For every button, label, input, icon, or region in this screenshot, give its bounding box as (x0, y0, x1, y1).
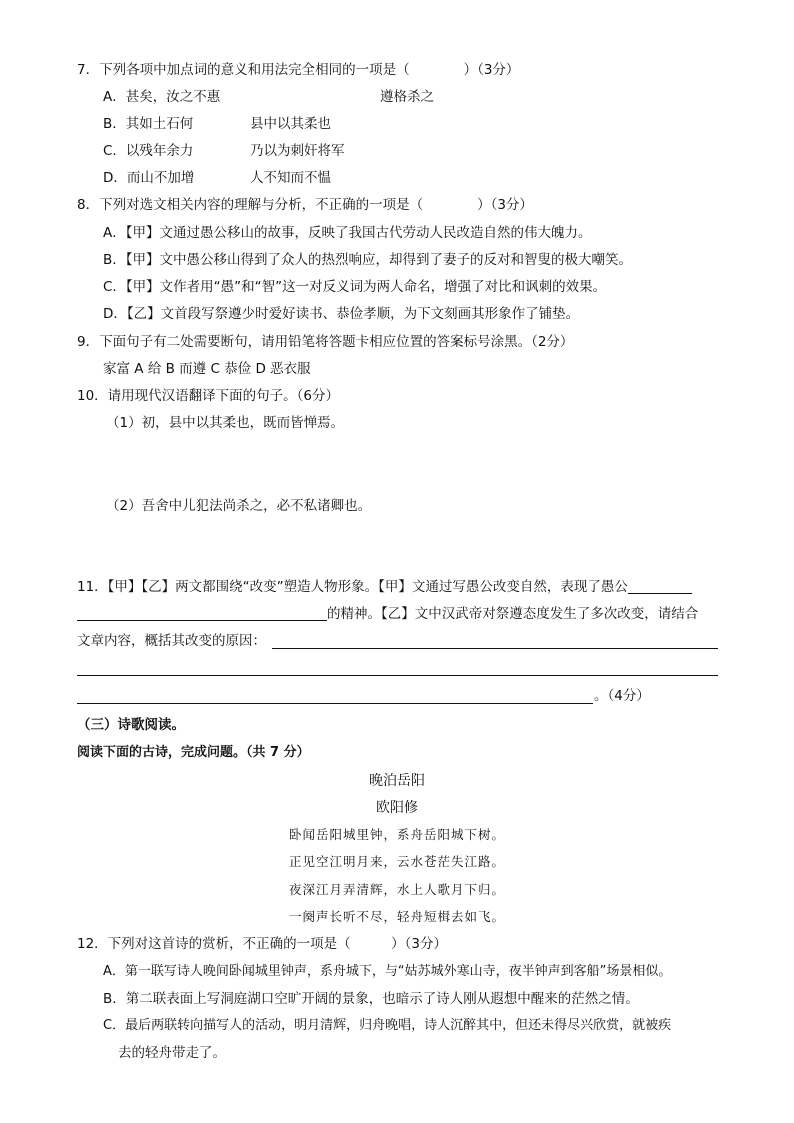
poem-line-3: 夜深江月弄清辉，水上人歌月下归。 (288, 882, 505, 897)
poem-line-2: 正见空江明月来，云水苍茫失江路。 (288, 854, 505, 869)
q11-part1: 11．【甲】【乙】两文都围绕“改变”塑造人物形象。【甲】文通过写愚公改变自然，表现了愚公 (77, 579, 628, 595)
section3-title: （三）诗歌阅读。 (77, 717, 185, 733)
q11-line-2 (77, 605, 698, 623)
q11-blank-1-cont[interactable] (77, 606, 327, 621)
q7-option-a (103, 88, 434, 106)
q11-line-1 (77, 578, 692, 596)
q9-sentence: 家富 A 给 B 而遵 C 恭俭 D 恶衣服 (103, 361, 311, 377)
q7-option-b (103, 115, 331, 133)
q12-option-c: C．最后两联转向描写人的活动，明月清辉，归舟晚唱，诗人沉醉其中，但还未得尽兴欣赏，就被疾 (103, 1018, 672, 1033)
q11-end: 。（4分） (594, 688, 650, 704)
poem-title: 晚泊岳阳 (369, 773, 425, 789)
q7-option-b-right: 县中以其柔也 (250, 116, 331, 132)
q10-sentence-1: （1）初，县中以其柔也，既而皆惮焉。 (106, 415, 345, 431)
q8-option-d: D．【乙】文首段写祭遵少时爱好读书、恭俭孝顺，为下文刻画其形象作了铺垫。 (103, 306, 580, 322)
q9-stem: 9．下面句子有二处需要断句，请用铅笔将答题卡相应位置的答案标号涂黑。（2分） (77, 334, 574, 350)
q11-line-3 (77, 632, 266, 650)
section3-instruction: 阅读下面的古诗，完成问题。（共 7 分） (77, 745, 310, 760)
q11-answer-line-2[interactable] (77, 675, 718, 676)
q7-option-a-left: A．甚矣，汝之不惠 (103, 89, 221, 105)
q7-option-c-right: 乃以为刺奸将军 (250, 143, 345, 159)
q8-option-c: C．【甲】文作者用“愚”和“智”这一对反义词为两人命名，增强了对比和讽刺的效果。 (103, 279, 607, 295)
q7-option-a-right: 遵格杀之 (380, 89, 434, 105)
q7-option-d-left: D．而山不加增 (103, 170, 195, 186)
q11-part3: 文章内容，概括其改变的原因： (77, 633, 266, 649)
q8-option-b: B．【甲】文中愚公移山得到了众人的热烈响应，却得到了妻子的反对和智叟的极大嘲笑。 (103, 252, 633, 268)
poem-line-4: 一阕声长听不尽，轻舟短楫去如飞。 (288, 909, 505, 924)
q11-answer-line-1[interactable] (272, 648, 718, 649)
q11-part2: 的精神。【乙】文中汉武帝对祭遵态度发生了多次改变，请结合 (327, 606, 699, 622)
q7-stem: 7．下列各项中加点词的意义和用法完全相同的一项是（ ）（3分） (77, 62, 520, 78)
q11-answer-line-3[interactable] (77, 703, 593, 704)
poem-author: 欧阳修 (376, 800, 418, 816)
q7-option-c (103, 142, 345, 160)
q12-option-b: B．第二联表面上写洞庭湖口空旷开阔的景象，也暗示了诗人刚从遐想中醒来的茫然之情。 (103, 991, 639, 1007)
q12-stem: 12．下列对这首诗的赏析，不正确的一项是（ ）（3分） (77, 936, 448, 952)
q10-stem: 10．请用现代汉语翻译下面的句子。（6分） (77, 388, 340, 404)
q11-blank-1[interactable] (628, 579, 692, 594)
q7-option-c-left: C．以残年余力 (103, 143, 194, 159)
q7-option-d-right: 人不知而不愠 (250, 170, 331, 186)
poem-line-1: 卧闻岳阳城里钟，系舟岳阳城下树。 (288, 827, 505, 842)
q7-option-b-left: B．其如土石何 (103, 116, 194, 132)
q7-option-d (103, 169, 331, 187)
q8-option-a: A．【甲】文通过愚公移山的故事，反映了我国古代劳动人民改造自然的伟大魄力。 (103, 225, 592, 241)
q10-sentence-2: （2）吾舍中儿犯法尚杀之，必不私诸卿也。 (106, 498, 372, 514)
q12-option-c-cont: 去的轻舟带走了。 (118, 1045, 226, 1061)
q8-stem: 8．下列对选文相关内容的理解与分析，不正确的一项是（ ）（3分） (77, 197, 533, 213)
q12-option-a: A．第一联写诗人晚间卧闻城里钟声，系舟城下，与“姑苏城外寒山寺，夜半钟声到客船”场景相似。 (103, 964, 672, 979)
